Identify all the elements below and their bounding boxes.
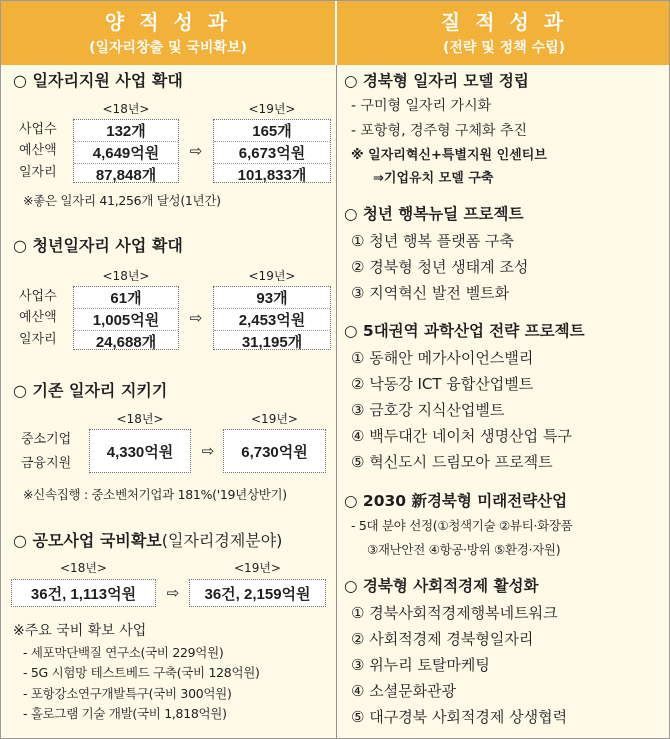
value-cell: 2,453억원 [214,309,330,331]
value-cell: 6,730억원 [241,443,308,461]
year-label-2019: <19년> [248,269,296,283]
youth-jobs-title: ○ 청년일자리 사업 확대 [13,236,183,255]
social-economy-title: ○ 경북형 사회적경제 활성화 [344,577,539,595]
value-cell: 24,688개 [95,334,157,351]
future-strategy-title: ○ 2030 新경북형 미래전략산업 [344,492,568,510]
project-item: - 5G 시험망 테스트베드 구축(국비 128억원) [23,665,260,680]
right-arrow-icon: ⇨ [166,584,180,602]
value-box-2018 [73,119,179,183]
year-label-2018: <18년> [116,412,164,426]
list-item: ① 동해안 메가사이언스밸리 [351,349,534,367]
job-support-title: ○ 일자리지원 사업 확대 [13,71,183,90]
year-label-2019: <19년> [234,561,281,575]
value-cell: 36건, 1,113억원 [30,585,137,603]
row-label: 일자리 [19,332,57,347]
list-item: ② 사회적경제 경북형일자리 [351,630,534,648]
right-arrow-icon: ⇨ [189,142,203,160]
job-model-title: ○ 경북형 일자리 모델 정립 [344,72,529,90]
job-keeping-title: ○ 기존 일자리 지키기 [13,381,168,400]
list-item: ③ 위누리 토탈마케팅 [351,656,490,674]
science-industry-title: ○ 5대권역 과학산업 전략 프로젝트 [344,322,585,340]
projects-title: ※주요 국비 확보 사업 [13,623,147,639]
list-item: ⑤ 혁신도시 드림모아 프로젝트 [351,453,553,471]
row-label: 사업수 [19,122,57,137]
value-cell: 4,330억원 [106,443,174,461]
national-funding-title [13,531,282,551]
list-item: ③ 금호강 지식산업벨트 [351,401,505,419]
list-item: ② 경북형 청년 생태계 조성 [351,258,529,276]
job-keeping-note: ※신속집행 : 중소벤처기업과 181%('19년상반기) [23,487,287,502]
list-item-continued: ③재난안전 ④항공·방위 ⑤환경·자원) [367,542,561,557]
value-cell: 165개 [214,120,330,142]
row-label: 중소기업 [21,432,72,447]
value-cell: 93개 [214,287,330,309]
value-box-2019 [223,429,326,473]
row-label: 일자리 [19,165,57,180]
quantitative-title: 양 적 성 과 [104,10,232,34]
qualitative-title: 질 적 성 과 [440,10,568,34]
value-cell: 61개 [74,287,178,309]
list-item: ④ 소셜문화관광 [351,682,457,700]
qualitative-subtitle: (전략 및 정책 수립) [442,40,566,56]
header-bar [1,1,670,65]
value-cell: 36건, 2,159억원 [204,585,311,603]
right-arrow-icon: ⇨ [189,309,203,327]
year-label-2019: <19년> [248,102,296,116]
right-arrow-icon: ⇨ [201,442,215,460]
year-label-2018: <18년> [60,561,107,575]
list-item: - 5대 분야 선정(①청색기술 ②뷰티·화장품 [351,518,573,533]
value-cell: 4,649억원 [74,142,178,164]
job-support-note: ※좋은 일자리 41,256개 달성(1년간) [23,193,221,208]
value-box-2019 [213,286,331,350]
project-item: - 홀로그램 기술 개발(국비 1,818억원) [23,706,227,721]
row-label: 사업수 [19,289,57,304]
list-item: ① 청년 행복 플랫폼 구축 [351,232,514,250]
list-item: - 포항형, 경주형 구체화 추진 [351,123,528,139]
value-box-2018 [11,579,156,607]
value-cell: 31,195개 [241,334,303,351]
national-funding-title-main: ○ 공모사업 국비확보 [13,531,162,550]
list-item: ⑤ 대구경북 사회적경제 상생협력 [351,708,568,726]
list-item: ④ 백두대간 네이처 생명산업 특구 [351,427,572,445]
row-label: 예산액 [19,143,57,158]
year-label-2018: <18년> [102,102,150,116]
list-item: ③ 지역혁신 발전 벨트화 [351,284,510,302]
list-item: - 구미형 일자리 가시화 [351,98,492,114]
value-box-2019 [189,579,326,607]
youth-new-deal-title: ○ 청년 행복뉴딜 프로젝트 [344,205,524,223]
job-model-note-result: ⇒기업유치 모델 구축 [373,171,494,186]
national-funding-title-suffix: (일자리경제분야) [161,531,283,550]
list-item: ② 낙동강 ICT 융합산업벨트 [351,375,534,393]
row-label: 금융지원 [21,456,72,471]
row-label: 예산액 [19,310,57,325]
value-cell: 87,848개 [95,167,157,184]
column-divider [336,65,337,739]
value-box-2019 [213,119,331,183]
list-item: ① 경북사회적경제행복네트워크 [351,604,558,622]
job-model-note: ※ 일자리혁신+특별지원 인센티브 [351,148,547,163]
value-cell: 6,673억원 [214,142,330,164]
value-cell: 132개 [74,120,178,142]
value-box-2018 [89,429,191,473]
quantitative-subtitle: (일자리창출 및 국비확보) [89,40,247,56]
project-item: - 포항강소연구개발특구(국비 300억원) [23,686,232,701]
value-cell: 101,833개 [237,167,307,184]
value-cell: 1,005억원 [74,309,178,331]
project-item: - 세포막단백질 연구소(국비 229억원) [23,645,224,660]
value-box-2018 [73,286,179,350]
year-label-2019: <19년> [251,412,298,426]
year-label-2018: <18년> [102,269,150,283]
